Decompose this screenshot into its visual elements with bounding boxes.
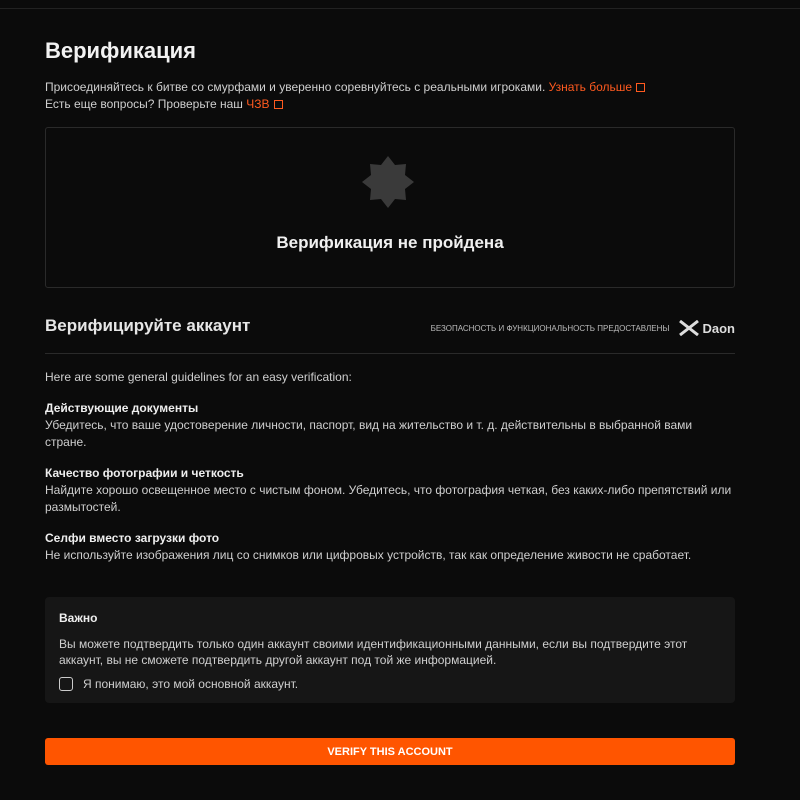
status-text: Верификация не пройдена bbox=[276, 233, 504, 252]
daon-x-icon bbox=[678, 320, 700, 336]
verification-status-card bbox=[45, 127, 735, 288]
learn-more-link[interactable]: Узнать больше bbox=[549, 80, 645, 94]
verify-account-button[interactable]: VERIFY THIS ACCOUNT bbox=[45, 738, 735, 765]
external-link-icon bbox=[636, 83, 645, 92]
guidelines: Here are some general guidelines for an easy verification: Действующие документы Убедитесь, что ваше удостоверение личности, паспорт, вид на жительство и т. д. действительны в выбранной вами стране. Качество фотографии и четкость Найдите хорошо освещенное место с чистым фоном. Убедитесь, что фотография четкая, без каких-либо препятствий или размытостей. Селфи вместо загрузки фото Не используйте изображения лиц со снимков или цифровых устройств, так как определение живости не сработает. bbox=[45, 370, 732, 562]
important-notice: Важно Вы можете подтвердить только один аккаунт своими идентификационными данными, если вы подтвердите этот аккаунт, вы не сможете подтвердить другой аккаунт под той же информацией. Я понимаю, это мой основной аккаунт. bbox=[45, 597, 735, 703]
verification-badge-icon bbox=[362, 156, 414, 208]
verify-header bbox=[45, 316, 735, 354]
intro-text: Присоединяйтесь к битве со смурфами и уверенно соревнуйтесь с реальными игроками. Узнать больше Есть еще вопросы? Проверьте наш ЧЗВ bbox=[45, 79, 735, 113]
external-link-icon bbox=[274, 100, 283, 109]
daon-logo: Daon bbox=[678, 320, 736, 336]
primary-account-checkbox[interactable]: Я понимаю, это мой основной аккаунт. bbox=[59, 676, 721, 692]
faq-link[interactable]: ЧЗВ bbox=[246, 97, 282, 111]
powered-by-text: БЕЗОПАСНОСТЬ И ФУНКЦИОНАЛЬНОСТЬ ПРЕДОСТАВЛЕНЫ bbox=[430, 323, 670, 333]
top-divider bbox=[0, 8, 800, 9]
checkbox[interactable] bbox=[59, 677, 73, 691]
section-heading: Верифицируйте аккаунт bbox=[45, 316, 251, 335]
page-title: Верификация bbox=[45, 38, 196, 63]
